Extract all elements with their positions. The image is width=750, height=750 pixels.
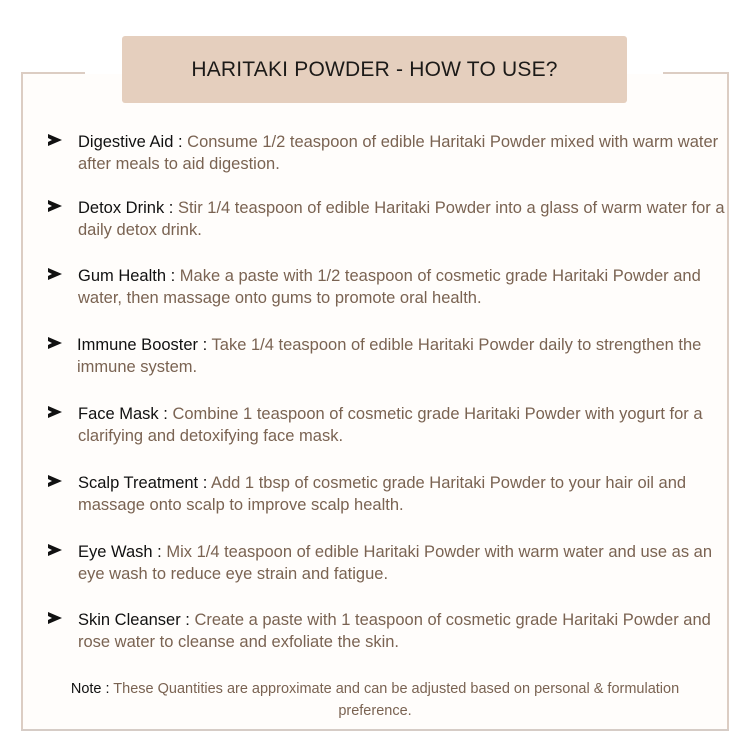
arrow-bullet-icon (48, 200, 62, 212)
usage-item-label: Immune Booster : (77, 336, 208, 354)
arrow-bullet-icon (48, 268, 62, 280)
usage-item-text (78, 265, 733, 309)
usage-item-label: Gum Health : (78, 267, 176, 285)
usage-item-label: Scalp Treatment : (78, 474, 208, 492)
usage-item-description: Make a paste with 1/2 teaspoon of cosmetic grade Haritaki Powder and water, then massage onto gums to promote oral health. (78, 267, 701, 307)
usage-item-gum-health (48, 265, 728, 309)
usage-item-label: Eye Wash : (78, 543, 162, 561)
usage-item-text (78, 472, 733, 516)
usage-item-label: Skin Cleanser : (78, 611, 190, 629)
frame-border-top-left (21, 72, 85, 74)
usage-item-description: Stir 1/4 teaspoon of edible Haritaki Powder into a glass of warm water for a daily detox drink. (78, 199, 725, 239)
arrow-bullet-icon (48, 475, 62, 487)
usage-item-digestive-aid (48, 131, 728, 175)
usage-item-description: Take 1/4 teaspoon of edible Haritaki Powder daily to strengthen the immune system. (77, 336, 702, 376)
usage-item-description: Combine 1 teaspoon of cosmetic grade Haritaki Powder with yogurt for a clarifying and detoxifying face mask. (78, 405, 703, 445)
page-title: HARITAKI POWDER - HOW TO USE? (191, 57, 558, 81)
footnote (60, 678, 690, 722)
arrow-bullet-icon (48, 337, 62, 349)
footnote-text: These Quantities are approximate and can be adjusted based on personal & formulation preference. (109, 681, 680, 719)
usage-item-label: Digestive Aid : (78, 133, 183, 151)
usage-item-description: Mix 1/4 teaspoon of edible Haritaki Powder with warm water and use as an eye wash to reduce eye strain and fatigue. (78, 543, 713, 583)
arrow-bullet-icon (48, 406, 62, 418)
arrow-bullet-icon (48, 544, 62, 556)
usage-item-eye-wash (48, 541, 728, 585)
frame-border-left (21, 72, 23, 731)
arrow-bullet-icon (48, 134, 62, 146)
usage-item-text (77, 334, 732, 378)
arrow-bullet-icon (48, 612, 62, 624)
usage-item-label: Face Mask : (78, 405, 168, 423)
usage-item-immune-booster (48, 334, 728, 378)
usage-item-detox-drink (48, 197, 728, 241)
usage-item-skin-cleanser (48, 609, 728, 653)
usage-item-label: Detox Drink : (78, 199, 174, 217)
usage-item-description: Consume 1/2 teaspoon of edible Haritaki Powder mixed with warm water after meals to aid digestion. (78, 133, 719, 173)
title-banner (122, 36, 627, 103)
usage-item-text (78, 197, 733, 241)
usage-item-face-mask (48, 403, 728, 447)
usage-item-text (78, 541, 733, 585)
usage-item-text (78, 403, 733, 447)
usage-item-scalp-treatment (48, 472, 728, 516)
usage-item-text (78, 609, 733, 653)
usage-item-description: Create a paste with 1 teaspoon of cosmetic grade Haritaki Powder and rose water to cleanse and exfoliate the skin. (78, 611, 711, 651)
usage-item-text (78, 131, 733, 175)
usage-item-description: Add 1 tbsp of cosmetic grade Haritaki Powder to your hair oil and massage onto scalp to improve scalp health. (78, 474, 687, 514)
footnote-label: Note : (70, 681, 110, 697)
frame-border-top-right (663, 72, 729, 74)
frame-border-bottom (21, 729, 729, 731)
